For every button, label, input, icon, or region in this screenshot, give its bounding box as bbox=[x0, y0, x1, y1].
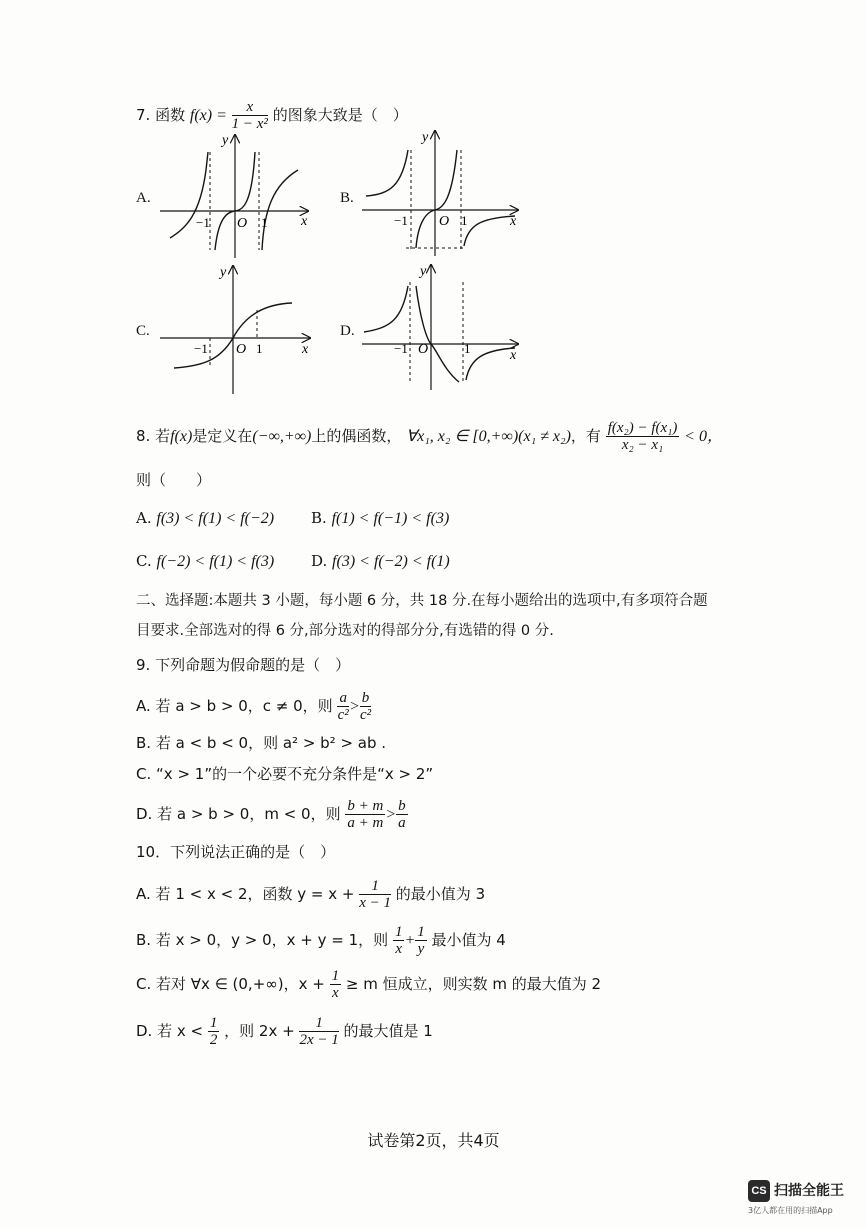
q10-option-d-label: D. bbox=[136, 1022, 153, 1040]
q9-option-d bbox=[136, 798, 408, 831]
scanner-app-name: 扫描全能王 bbox=[774, 1183, 844, 1199]
q10-option-d-text3: 的最大值是 1 bbox=[343, 1022, 433, 1040]
q9-option-c-label: C. bbox=[136, 765, 152, 783]
frac-den: a bbox=[398, 815, 406, 831]
frac-den: c² bbox=[359, 707, 372, 723]
q8-option-d-text: f(3) < f(−2) < f(1) bbox=[332, 553, 450, 570]
q10-option-a-text1: 若 1 < x < 2，函数 y = x + bbox=[155, 885, 355, 903]
axis-x-label: x bbox=[302, 342, 309, 357]
q9-d-frac1 bbox=[345, 798, 385, 831]
q10-option-b-text2: 最小值为 4 bbox=[431, 931, 506, 949]
section2-instructions-line2: 目要求.全部选对的得 6 分,部分选对的得部分分,有选错的得 0 分. bbox=[136, 623, 554, 639]
q10-a-frac bbox=[359, 878, 391, 911]
scanner-tagline: 3亿人都在用的扫描App bbox=[748, 1206, 833, 1215]
q10-option-a-label: A. bbox=[136, 885, 151, 903]
page-footer: 试卷第2页，共4页 bbox=[367, 1131, 500, 1150]
q10-option-b-label: B. bbox=[136, 931, 152, 949]
frac-num: 1 bbox=[331, 968, 340, 984]
q10-b-frac2 bbox=[415, 924, 427, 957]
q7-option-b-label: B. bbox=[340, 190, 354, 206]
curve-right bbox=[464, 216, 515, 246]
tick-pos-one: 1 bbox=[261, 215, 268, 230]
q7-frac-num: x bbox=[232, 99, 268, 116]
q8-inequality: < 0， bbox=[684, 428, 723, 445]
curve-left bbox=[364, 286, 408, 332]
tick-neg-one: −1 bbox=[194, 341, 208, 356]
q10-option-b bbox=[136, 924, 506, 957]
axis-y-label: y bbox=[220, 265, 227, 280]
q9-option-b bbox=[136, 733, 386, 753]
q8-option-c-label: C. bbox=[136, 552, 152, 570]
q10-option-c-text1: 若对 ∀x ∈ (0,+∞)，x + bbox=[156, 975, 325, 993]
frac-num: 1 bbox=[359, 878, 391, 895]
frac-den: x bbox=[332, 985, 339, 1001]
q8-frac-num: f(x₂) − f(x₁) bbox=[607, 420, 678, 436]
q8-frac-den: x₂ − x₁ bbox=[621, 437, 664, 453]
q8-fraction bbox=[606, 420, 680, 453]
frac-den: a + m bbox=[347, 815, 384, 831]
frac-den: 2x − 1 bbox=[299, 1032, 339, 1048]
section2-instructions-line1: 二、选择题:本题共 3 小题，每小题 6 分，共 18 分.在每小题给出的选项中,有多项符合题 bbox=[136, 593, 708, 609]
q8-option-d-label: D. bbox=[311, 552, 328, 570]
q7-option-d-label: D. bbox=[340, 323, 355, 339]
q9-option-c-text: “x > 1”的一个必要不充分条件是“x > 2” bbox=[156, 765, 434, 783]
q8-stem-e: 上的偶函数， bbox=[311, 427, 402, 445]
frac-den: c² bbox=[337, 707, 349, 723]
q8-option-b bbox=[311, 508, 449, 529]
axis-y-label: y bbox=[420, 264, 427, 279]
origin-label: O bbox=[236, 342, 247, 357]
axis-x-label: x bbox=[510, 348, 517, 363]
q8-option-b-text: f(1) < f(−1) < f(3) bbox=[331, 510, 450, 527]
q10-d-frac1 bbox=[208, 1015, 220, 1048]
frac-den: y bbox=[417, 941, 425, 957]
q7-option-a-label: A. bbox=[136, 190, 151, 206]
curve-right bbox=[262, 170, 298, 250]
curve-middle bbox=[416, 286, 459, 382]
q10-option-d-text1: 若 x < bbox=[157, 1022, 204, 1040]
tick-neg-one: −1 bbox=[196, 215, 210, 230]
q9-option-b-text: 若 a < b < 0，则 a² > b² > ab . bbox=[155, 734, 387, 752]
q8-domain: (−∞,+∞) bbox=[252, 428, 312, 445]
q8-stem bbox=[136, 420, 723, 453]
q8-option-c-text: f(−2) < f(1) < f(3) bbox=[156, 553, 275, 570]
scanner-watermark bbox=[748, 1172, 860, 1222]
q9-d-frac2 bbox=[396, 798, 408, 831]
q10-option-a-text2: 的最小值为 3 bbox=[395, 885, 486, 903]
q9-option-d-label: D. bbox=[136, 805, 153, 823]
q7-stem-suffix: 的图象大致是（ ） bbox=[272, 106, 408, 124]
q8-option-a-text: f(3) < f(1) < f(−2) bbox=[156, 510, 275, 527]
q8-func: f(x) bbox=[170, 428, 193, 445]
frac-num: b bbox=[361, 690, 370, 706]
q9-a-gt: > bbox=[348, 698, 360, 715]
q8-then: 则（ ） bbox=[136, 471, 212, 489]
curve-left bbox=[366, 150, 408, 196]
frac-num: b + m bbox=[347, 798, 384, 814]
tick-pos-one: 1 bbox=[256, 341, 263, 356]
q9-d-gt: > bbox=[385, 806, 397, 823]
q10-stem: 10．下列说法正确的是（ ） bbox=[136, 843, 336, 861]
frac-den: x bbox=[395, 941, 403, 957]
q10-option-c-text2: ≥ m 恒成立，则实数 m 的最大值为 2 bbox=[345, 975, 602, 993]
frac-num: 1 bbox=[394, 924, 403, 940]
q10-option-d-text2: ，则 2x + bbox=[224, 1022, 295, 1040]
frac-num: 1 bbox=[299, 1015, 338, 1032]
q9-option-a-label: A. bbox=[136, 697, 151, 715]
q10-d-frac2 bbox=[299, 1015, 338, 1048]
axis-y-label: y bbox=[222, 133, 229, 148]
tick-neg-one: −1 bbox=[394, 341, 408, 356]
q8-option-c bbox=[136, 551, 274, 572]
q8-option-a bbox=[136, 508, 274, 529]
q10-option-a bbox=[136, 878, 485, 911]
axis-x-label: x bbox=[510, 214, 517, 229]
q8-stem-a: 8. 若 bbox=[136, 427, 171, 445]
q10-c-frac bbox=[330, 968, 342, 1001]
frac-den: x − 1 bbox=[359, 895, 392, 911]
origin-label: O bbox=[418, 342, 429, 357]
q9-a-frac2 bbox=[360, 690, 372, 723]
q8-stem-c: 是定义在 bbox=[192, 427, 253, 445]
q7-graph-a bbox=[158, 130, 318, 260]
q8-option-d bbox=[311, 551, 450, 572]
q9-option-a bbox=[136, 690, 371, 723]
frac-num: b bbox=[398, 798, 406, 814]
q9-a-frac1 bbox=[337, 690, 349, 723]
origin-label: O bbox=[439, 214, 450, 229]
q7-stem-prefix: 7. 函数 bbox=[136, 106, 186, 124]
q9-option-a-text: 若 a > b > 0，c ≠ 0，则 bbox=[155, 697, 333, 715]
origin-label: O bbox=[237, 216, 248, 231]
axis-x-label: x bbox=[301, 214, 308, 229]
scanner-logo-icon: CS bbox=[748, 1180, 770, 1202]
q10-b-frac1 bbox=[393, 924, 405, 957]
q7-frac-den: 1 − x² bbox=[231, 116, 268, 132]
q8-option-a-label: A. bbox=[136, 509, 152, 527]
q9-option-c bbox=[136, 764, 433, 784]
frac-den: 2 bbox=[209, 1032, 218, 1048]
q7-func: f(x) = bbox=[189, 107, 227, 124]
q10-option-c bbox=[136, 968, 601, 1001]
axis-y-label: y bbox=[422, 130, 429, 145]
q10-option-b-text1: 若 x > 0，y > 0，x + y = 1，则 bbox=[155, 931, 389, 949]
q10-b-plus: + bbox=[404, 932, 416, 949]
frac-num: 1 bbox=[417, 924, 425, 940]
q9-stem: 9. 下列命题为假命题的是（ ） bbox=[136, 656, 351, 674]
q7-graph-b bbox=[360, 128, 525, 258]
tick-neg-one: −1 bbox=[394, 213, 408, 228]
q8-condition: ∀x₁, x₂ ∈ [0,+∞)(x₁ ≠ x₂) bbox=[406, 428, 571, 445]
q9-option-b-label: B. bbox=[136, 734, 152, 752]
q8-stem-g: ，有 bbox=[570, 427, 601, 445]
q10-option-d bbox=[136, 1015, 433, 1048]
q10-option-c-label: C. bbox=[136, 975, 152, 993]
q7-graph-d bbox=[360, 262, 525, 392]
tick-pos-one: 1 bbox=[464, 341, 471, 356]
curve-right bbox=[466, 348, 515, 380]
frac-num: 1 bbox=[209, 1015, 218, 1031]
q7-graph-c bbox=[158, 262, 318, 397]
q7-fraction bbox=[232, 99, 268, 132]
q8-option-b-label: B. bbox=[311, 509, 327, 527]
curve-middle bbox=[416, 150, 457, 248]
tick-pos-one: 1 bbox=[461, 213, 468, 228]
q9-option-d-text: 若 a > b > 0，m < 0，则 bbox=[157, 805, 341, 823]
q7-option-c-label: C. bbox=[136, 323, 150, 339]
frac-num: a bbox=[339, 690, 347, 706]
